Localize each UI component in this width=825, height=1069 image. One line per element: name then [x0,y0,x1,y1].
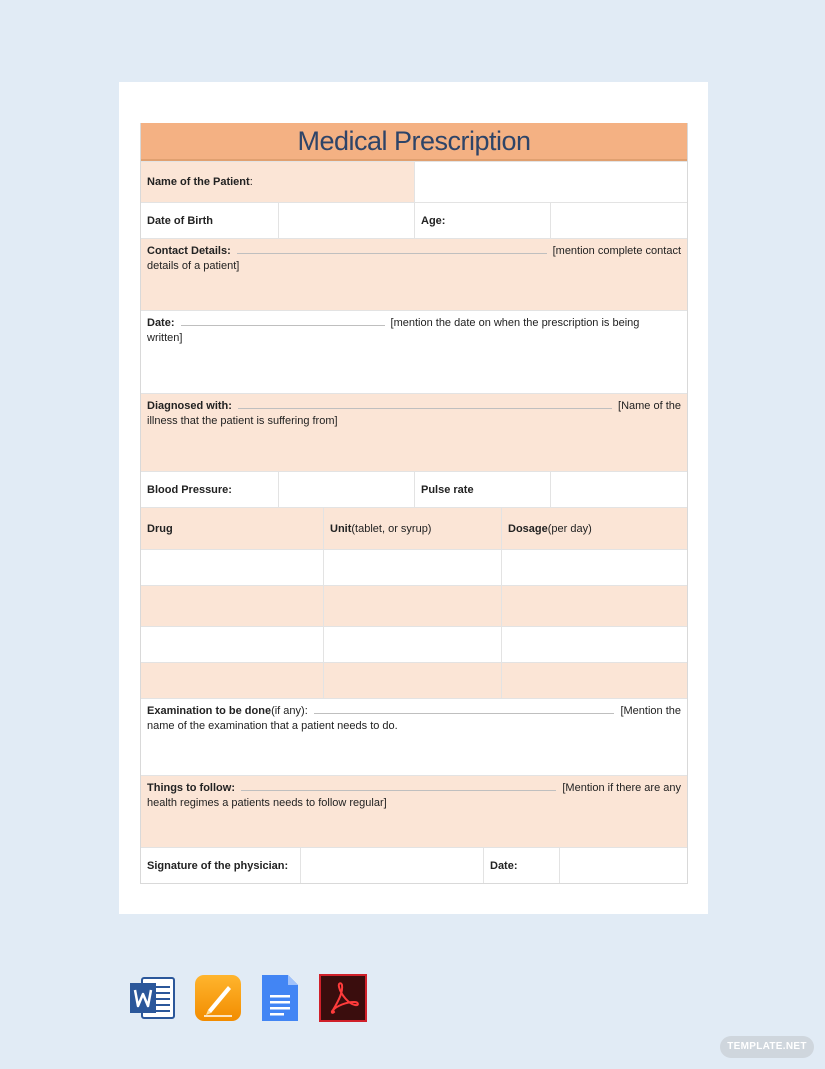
document-page [119,82,708,914]
table-row [141,549,687,585]
examination-line [314,713,615,714]
date-details: Date: [mention the date on when the prescription is being written] [141,311,687,393]
contact-line [237,253,547,254]
patient-name-field[interactable] [414,162,687,202]
dob-age-row [141,202,687,238]
unit-cell[interactable] [323,663,501,698]
pulse-label: Pulse rate [414,472,550,507]
signature-row [141,847,687,883]
patient-name-label: Name of the Patient : [141,162,414,202]
vitals-row [141,471,687,507]
prescription-form [140,123,688,884]
date-row[interactable] [141,310,687,393]
word-icon[interactable] [128,974,176,1027]
bp-label: Blood Pressure: [141,472,278,507]
contact-details: Contact Details: [mention complete contact details of a patient] [141,239,687,310]
drug-cell[interactable] [141,586,323,626]
diagnosis-line [238,408,612,409]
date-line [181,325,385,326]
signature-label: Signature of the physician: [141,848,300,883]
pages-icon[interactable] [194,974,242,1027]
table-row [141,662,687,698]
dosage-cell[interactable] [501,550,687,585]
contact-row[interactable] [141,238,687,310]
signature-field[interactable] [300,848,483,883]
dosage-header: Dosage (per day) [501,508,687,549]
sig-date-label: Date: [483,848,559,883]
dosage-cell[interactable] [501,663,687,698]
follow-line [241,790,556,791]
unit-cell[interactable] [323,586,501,626]
unit-cell[interactable] [323,627,501,662]
examination-details: Examination to be done (if any): [Mention the name of the examination that a patient needs to do. [141,699,687,775]
examination-row[interactable] [141,698,687,775]
follow-details: Things to follow: [Mention if there are any health regimes a patients needs to follow regular] [141,776,687,847]
table-row [141,585,687,626]
diagnosis-details: Diagnosed with: [Name of the illness that the patient is suffering from] [141,394,687,471]
pdf-icon[interactable] [319,974,367,1027]
follow-row[interactable] [141,775,687,847]
diagnosis-row[interactable] [141,393,687,471]
sig-date-field[interactable] [559,848,687,883]
google-docs-icon[interactable] [260,973,300,1028]
brand-badge[interactable]: TEMPLATE.NET [720,1036,814,1058]
dosage-cell[interactable] [501,627,687,662]
dob-field[interactable] [278,203,414,238]
drug-cell[interactable] [141,627,323,662]
drug-cell[interactable] [141,550,323,585]
pulse-field[interactable] [550,472,687,507]
unit-header: Unit (tablet, or syrup) [323,508,501,549]
drug-header: Drug [141,508,323,549]
unit-cell[interactable] [323,550,501,585]
drug-cell[interactable] [141,663,323,698]
patient-name-row [141,161,687,202]
bp-field[interactable] [278,472,414,507]
age-field[interactable] [550,203,687,238]
table-row [141,626,687,662]
age-label: Age: [414,203,550,238]
drug-table-header [141,507,687,549]
form-title: Medical Prescription [141,123,687,161]
dob-label: Date of Birth [141,203,278,238]
dosage-cell[interactable] [501,586,687,626]
